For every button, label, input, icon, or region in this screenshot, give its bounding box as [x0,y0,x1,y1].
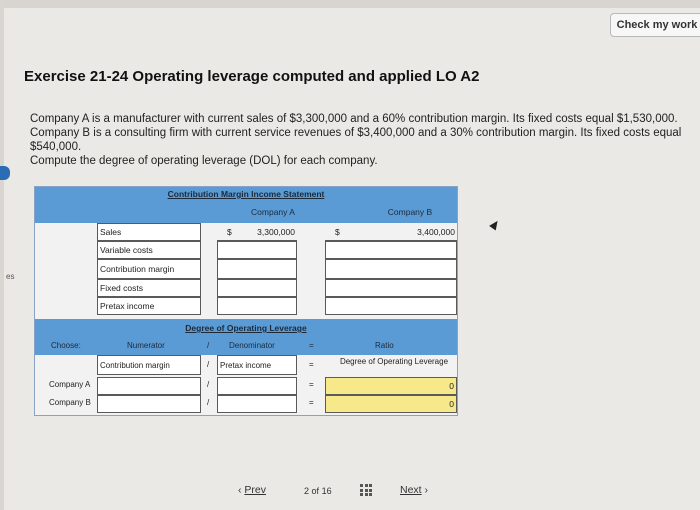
next-label: Next [400,484,422,496]
check-my-work-button[interactable]: Check my work [610,13,700,37]
dol-header [35,319,457,355]
next-button[interactable] [400,484,428,496]
dol-numerator-b-input[interactable] [97,395,201,413]
variable-costs-b-input[interactable] [325,241,457,259]
page-of: of [311,486,320,496]
chevron-left-icon: ‹ [238,484,242,496]
equals-label: = [309,360,314,369]
row-label-contribution-margin[interactable]: Contribution margin [97,259,201,279]
side-edge-text: es [6,272,15,281]
row-label-sales[interactable]: Sales [97,223,201,241]
prev-button[interactable] [238,484,266,496]
description-line-b: Company B is a consulting firm with current service revenues of $3,400,000 and a 30% contribution margin. Its fixed costs equal $540,000. [30,127,682,153]
exercise-title: Exercise 21-24 Operating leverage computed and applied LO A2 [24,68,480,85]
fixed-costs-b-input[interactable] [325,279,457,297]
sales-a-value: 3,300,000 [217,223,297,241]
sales-b-value: 3,400,000 [325,223,457,241]
description-line-task: Compute the degree of operating leverage (DOL) for each company. [30,155,378,167]
prev-label: Prev [244,484,267,496]
contribution-margin-a-input[interactable] [217,259,297,279]
numerator-select[interactable]: Contribution margin [97,355,201,375]
dol-result-b: 0 [325,395,457,413]
side-tab-icon[interactable] [0,166,10,180]
contribution-margin-b-input[interactable] [325,259,457,279]
denominator-header: Denominator [229,341,275,350]
dol-numerator-a-input[interactable] [97,377,201,395]
top-bar [4,0,700,8]
pretax-income-b-input[interactable] [325,297,457,315]
cm-statement-title: Contribution Margin Income Statement [167,189,325,199]
cm-statement-header [35,187,457,223]
dol-slash-a: / [207,380,210,389]
contribution-margin-table [34,186,458,416]
dol-equals-a: = [309,380,314,389]
choose-label: Choose: [51,341,81,350]
mouse-cursor-icon [489,219,501,231]
numerator-header: Numerator [127,341,165,350]
company-a-header: Company A [251,207,295,217]
dol-equals-b: = [309,398,314,407]
exercise-description [30,112,700,168]
dol-title: Degree of Operating Leverage [185,323,307,333]
dol-company-b-label: Company B [49,398,91,407]
dol-company-a-label: Company A [49,380,91,389]
fixed-costs-a-input[interactable] [217,279,297,297]
dol-result-a: 0 [325,377,457,395]
slash-label: / [207,360,210,369]
description-line-a: Company A is a manufacturer with current sales of $3,300,000 and a 60% contribution margin. Its fixed costs equal $1,530,000. [30,113,678,125]
dol-slash-b: / [207,398,210,407]
row-label-fixed-costs[interactable]: Fixed costs [97,279,201,297]
page [4,0,700,510]
dol-denominator-b-input[interactable] [217,395,297,413]
variable-costs-a-input[interactable] [217,241,297,259]
pretax-income-a-input[interactable] [217,297,297,315]
row-label-pretax-income[interactable]: Pretax income [97,297,201,315]
row-label-variable-costs[interactable]: Variable costs [97,241,201,259]
equals-header: = [309,341,314,350]
page-indicator [304,486,332,496]
slash-header: / [207,341,210,350]
total-pages: 16 [321,486,332,496]
company-b-header: Company B [387,207,433,217]
sales-b-dollar: $ [335,227,340,237]
chevron-right-icon: › [424,484,429,496]
dol-denominator-a-input[interactable] [217,377,297,395]
grid-icon[interactable] [360,484,372,496]
current-page: 2 [304,486,310,496]
sales-a-dollar: $ [227,227,232,237]
denominator-select[interactable]: Pretax income [217,355,297,375]
dol-result-header: Degree of Operating Leverage [339,357,449,366]
ratio-header: Ratio [375,341,394,350]
